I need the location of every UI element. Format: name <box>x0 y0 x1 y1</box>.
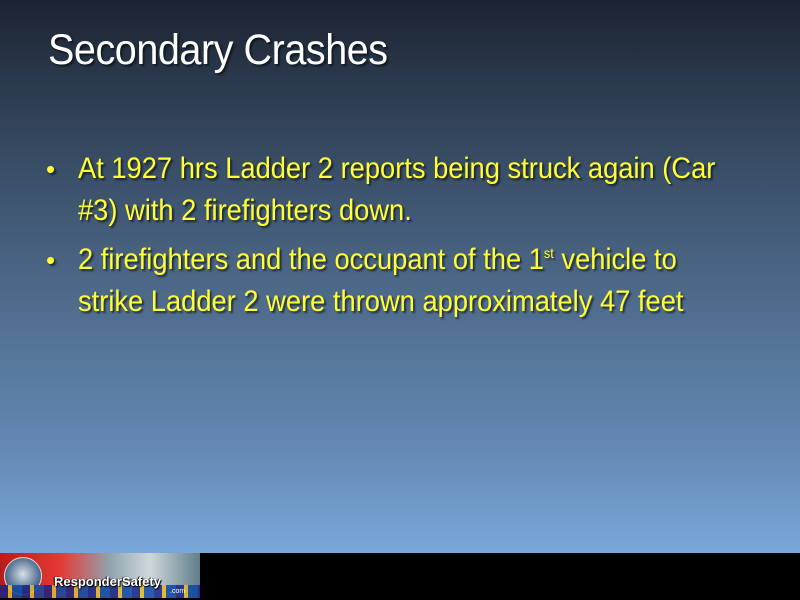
bullet-text-before: 2 firefighters and the occupant of the 1 <box>78 243 544 276</box>
slide-title: Secondary Crashes <box>48 26 388 74</box>
bullet-dot-icon: • <box>46 154 56 184</box>
logo-text: ResponderSafety <box>54 574 161 589</box>
bullet-text-after: vehicle to strike Ladder 2 were thrown approximately 47 feet <box>78 243 684 318</box>
bullet-item <box>46 239 746 323</box>
bullet-superscript: st <box>543 245 554 261</box>
bullet-item <box>46 148 746 232</box>
logo-suffix: .com <box>170 588 186 595</box>
bullet-list <box>46 148 746 330</box>
responder-safety-logo <box>0 553 200 598</box>
bullet-dot-icon: • <box>46 245 56 275</box>
bullet-text <box>78 239 742 323</box>
bullet-text: At 1927 hrs Ladder 2 reports being struck again (Car #3) with 2 firefighters down. <box>78 152 716 227</box>
